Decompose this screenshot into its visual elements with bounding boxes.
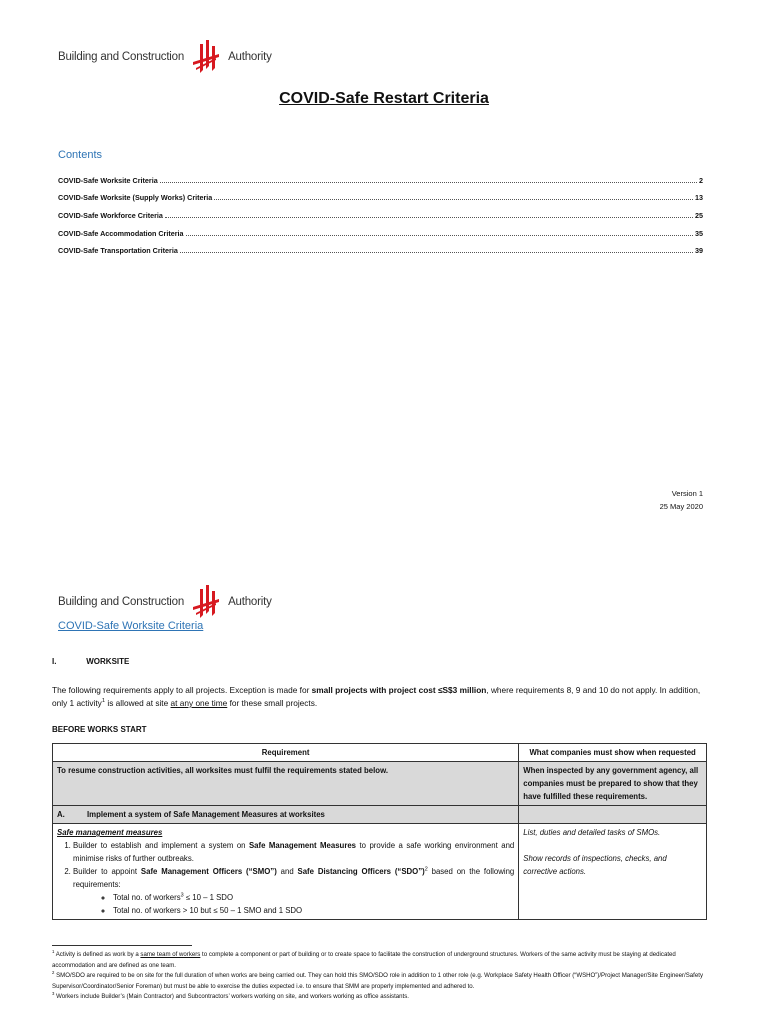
intro-text: The following requirements apply to all projects. Exception is made for — [52, 685, 312, 695]
inspection-records-note: Show records of inspections, checks, and corrective actions. — [523, 854, 667, 876]
footnote-divider — [52, 945, 192, 946]
cell-requirement — [53, 824, 519, 920]
intro-text: , where requirements 8, 9 and 10 do not apply. In addition, only 1 activity — [52, 685, 701, 708]
toc-item[interactable] — [58, 167, 703, 185]
toc-item[interactable] — [58, 202, 703, 220]
section-a-row — [53, 806, 707, 824]
cell-what-to-show — [519, 824, 707, 920]
section-link-worksite[interactable]: COVID-Safe Worksite Criteria — [58, 620, 204, 632]
section-heading — [52, 657, 129, 666]
section-a-letter: A. — [57, 810, 65, 819]
toc-page: 2 — [699, 175, 703, 185]
logo-right-text: Authority — [228, 596, 272, 608]
toc-leader — [180, 252, 693, 253]
toc-page: 39 — [695, 246, 703, 256]
toc-label: COVID-Safe Worksite Criteria — [58, 175, 158, 185]
section-a-title: Implement a system of Safe Management Measures at worksites — [87, 810, 325, 819]
list-item: 1. Builder to establish and implement a system on Safe Management Measures to provide a safe working environment and minimise risks of further outbreaks. — [73, 839, 514, 865]
intro-text: is allowed at site — [105, 698, 171, 708]
intro-text: for these small projects. — [227, 698, 318, 708]
logo-right-text: Authority — [228, 51, 272, 63]
header-requirement: Requirement — [53, 744, 519, 762]
contents-heading: Contents — [58, 149, 103, 161]
toc-leader — [160, 182, 697, 183]
footnote-ref[interactable]: 1 — [101, 698, 106, 705]
toc-label: COVID-Safe Accommodation Criteria — [58, 228, 184, 238]
toc-item[interactable] — [58, 185, 703, 203]
version-label: Version 1 — [671, 489, 703, 498]
list-item: 2. Builder to appoint Safe Management Officers (“SMO”) and Safe Distancing Officers (“SDO”)$^2$ based on the following requirements: ◦ Total no. of workers$^3$ ≤ 10 – 1 SDO ◦ Total no. of workers > 10 but ≤ 50 – 1 SMO and 1 SDO — [73, 865, 514, 917]
list-item: ◦ Total no. of workers$^3$ ≤ 10 – 1 SDO — [113, 891, 514, 904]
toc-leader — [165, 217, 693, 218]
version-date: 25 May 2020 — [659, 502, 703, 511]
smm-title: Safe management measures — [57, 828, 163, 837]
footnotes — [52, 950, 717, 1003]
table-of-contents — [58, 167, 703, 255]
footnote-ref[interactable]: 3 — [180, 892, 184, 899]
document-title: COVID-Safe Restart Criteria — [279, 90, 489, 107]
intro-bold: small projects with project cost ≤S$3 million — [311, 685, 487, 695]
bca-logo — [58, 38, 272, 76]
list-item: ◦ Total no. of workers > 10 but ≤ 50 – 1 SMO and 1 SDO — [113, 904, 514, 917]
footnote-ref[interactable]: 2 — [424, 866, 428, 873]
version-block — [660, 487, 703, 513]
logo-left-text: Building and Construction — [58, 596, 185, 608]
logo-left-text: Building and Construction — [58, 51, 185, 63]
bca-emblem-icon — [188, 583, 224, 621]
toc-page: 13 — [695, 193, 703, 203]
table-row — [53, 762, 707, 806]
worker-bullets — [73, 891, 514, 917]
toc-page: 35 — [695, 228, 703, 238]
requirement-list — [57, 839, 514, 917]
cell-requirement: To resume construction activities, all worksites must fulfil the requirements stated below. — [53, 762, 519, 806]
toc-item[interactable] — [58, 220, 703, 238]
footnote-3: $^3$ Workers include Builder’s (Main Contractor) and Subcontractors’ workers working on site, and workers working as office assistants. — [52, 991, 409, 1001]
cell-what-to-show: When inspected by any government agency, all companies must be prepared to show that they have fulfilled these requirements. — [519, 762, 707, 806]
footnote-2: $^2$ SMO/SDO are required to be on site for the full duration of when works are being carried out. They can hold this SMO/SDO role in addition to 1 other role (e.g. Workplace Safety Health Officer (“WSHO”)/Project Manager/Site Engineer/Safety Supervisor/Coordinator/Senior Foreman) but must be able to exercise the duties expected i.e. to ensure that SMM are properly implemented and adhered to. — [52, 970, 703, 990]
smo-list-note: List, duties and detailed tasks of SMOs. — [523, 828, 661, 837]
section-number: I. — [52, 657, 57, 666]
section-title: WORKSITE — [86, 657, 130, 666]
section-a-empty — [519, 806, 707, 824]
toc-label: COVID-Safe Worksite (Supply Works) Criteria — [58, 193, 213, 203]
intro-paragraph — [52, 684, 712, 710]
table-header-row — [53, 744, 707, 762]
footnote-1: $^1$ Activity is defined as work by a same team of workers to complete a component or part of building or to create space to facilitate the construction of underground structures. Workers of the same activity must be staying at dedicated accommodation and are defined as one team. — [52, 948, 676, 969]
section-a-cell — [53, 806, 519, 824]
table-row — [53, 824, 707, 920]
toc-leader — [214, 199, 693, 200]
bca-emblem-icon — [188, 38, 224, 76]
bca-logo — [58, 583, 272, 621]
toc-leader — [186, 235, 693, 236]
toc-label: COVID-Safe Transportation Criteria — [58, 246, 178, 256]
before-works-heading: BEFORE WORKS START — [52, 725, 147, 734]
toc-label: COVID-Safe Workforce Criteria — [58, 211, 163, 221]
header-what-to-show: What companies must show when requested — [519, 744, 707, 762]
intro-underline: at any one time — [170, 698, 228, 708]
toc-page: 25 — [695, 211, 703, 221]
toc-item[interactable] — [58, 238, 703, 256]
requirements-table — [52, 743, 707, 920]
